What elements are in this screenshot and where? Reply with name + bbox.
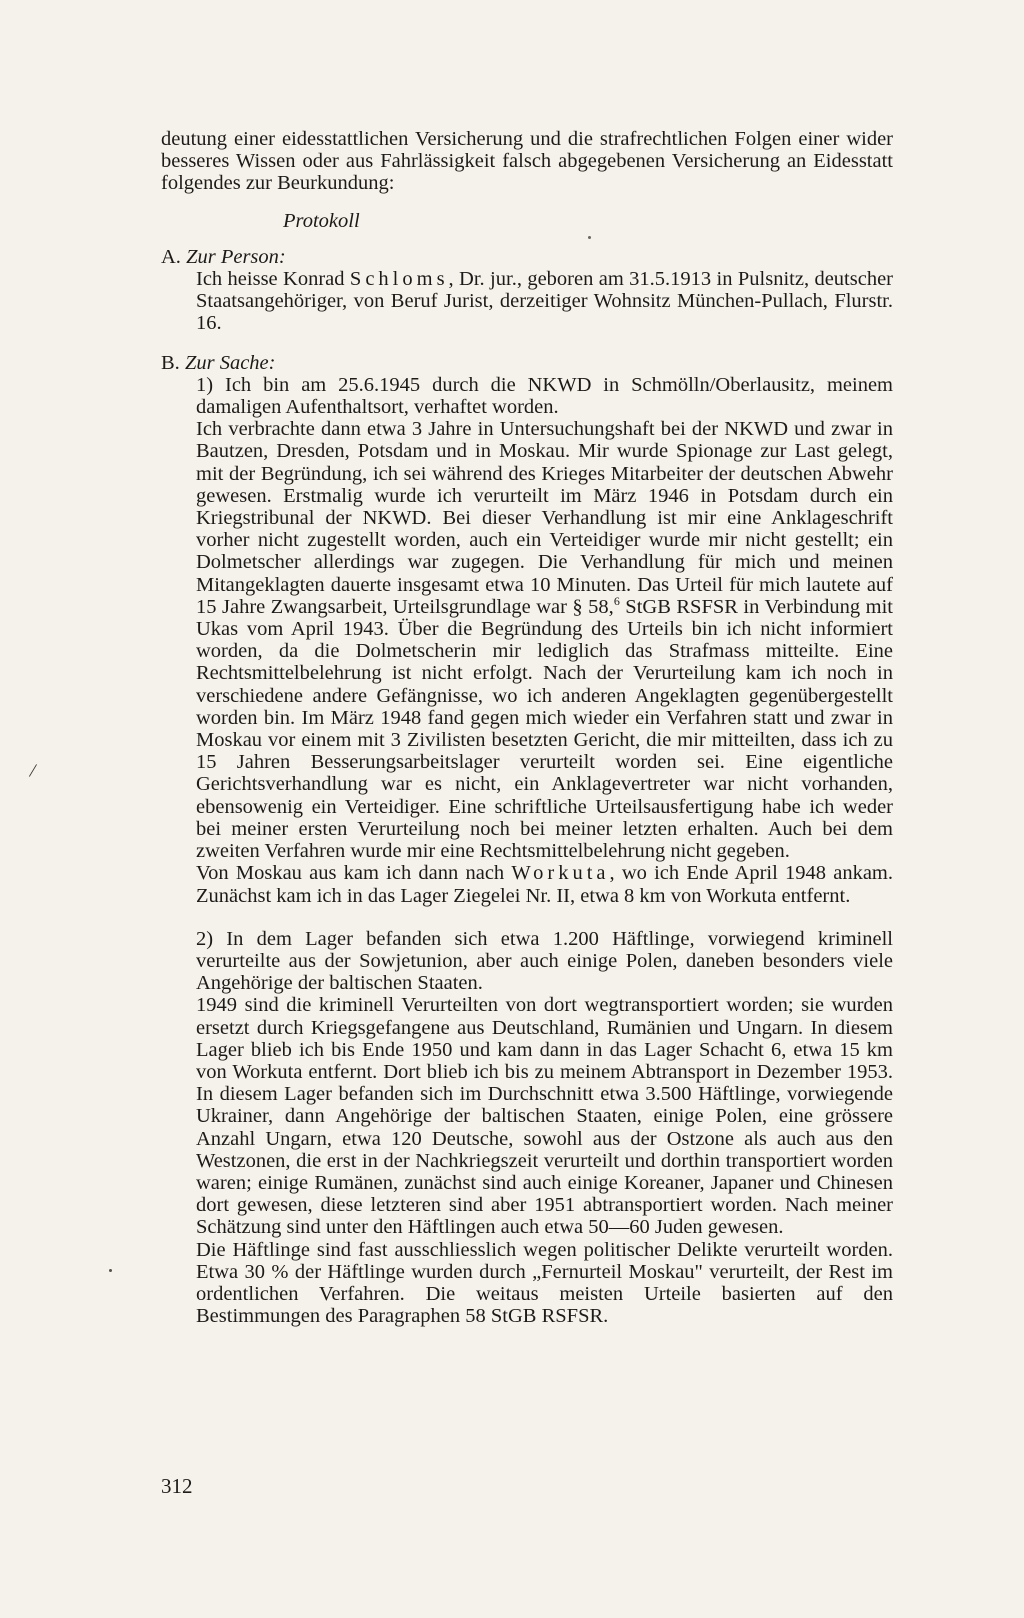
page-number: 312 xyxy=(161,1474,193,1498)
section-b-paragraph-3 xyxy=(196,862,893,906)
section-a-name: Schloms xyxy=(349,268,449,291)
speck-mark xyxy=(109,1269,112,1272)
section-b-title: Zur Sache: xyxy=(184,351,276,374)
margin-mark: / xyxy=(27,759,38,783)
section-a-letter: A. xyxy=(161,245,181,268)
section-b-paragraph-1: 1) Ich bin am 25.6.1945 durch die NKWD in Schmölln/Oberlausitz, meinem damaligen Aufenthaltsort, verhaftet worden. xyxy=(196,373,893,419)
footnote-marker: 6 xyxy=(613,594,620,609)
page-body xyxy=(161,128,893,1327)
section-a-text-pre: Ich heisse Konrad xyxy=(196,268,345,291)
section-b-paragraph-3-post: , wo ich Ende April 1948 ankam. Zunächst kam ich in das Lager Ziegelei Nr. II, etwa 8 km von Workuta entfernt. xyxy=(196,862,894,907)
section-b-paragraph-6: Die Häftlinge sind fast ausschliesslich wegen politischer Delikte verurteilt worden. Etwa 30 % der Häftlinge wurden durch „Fernurteil Moskau" verurteilt, der Rest im ordentlichen Verfahren. Die weitaus meisten Urteile basierten auf den Bestimmungen des Paragraphen 58 StGB RSFSR. xyxy=(196,1238,893,1328)
section-a-heading xyxy=(161,246,893,268)
section-a-text xyxy=(196,268,893,335)
section-b-paragraph-3-pre: Von Moskau aus kam ich dann nach xyxy=(196,862,505,885)
section-b-paragraph-4: 2) In dem Lager befanden sich etwa 1.200 Häftlinge, vorwiegend kriminell verurteilte aus der Sowjetunion, aber auch einige Polen, daneben besonders viele Angehörige der baltischen Staaten. xyxy=(196,927,893,995)
workuta-spaced: Workuta xyxy=(511,862,610,885)
section-a-title: Zur Person: xyxy=(186,245,286,268)
speck-mark xyxy=(588,236,591,239)
section-b-paragraph-2b: StGB RSFSR in Verbindung mit Ukas vom April 1943. Über die Begründung des Urteils bin ich nicht informiert worden, da die Dolmetscherin mir lediglich das Strafmass mitteilte. Eine Rechtsmittelbelehrung ist nicht erfolgt. Nach der Verurteilung kam ich noch in verschiedene andere Gefängnisse, wo ich anderen Angeklagten gegenübergestellt worden bin. Im März 1948 fand gegen mich wieder ein Verfahren statt und zwar in Moskau vor einem mit 3 Zivilisten besetzten Gericht, die mir mitteilten, dass ich zu 15 Jahren Besserungsarbeitslager verurteilt worden sei. Eine eigentliche Gerichtsverhandlung war es nicht, ein Anklagevertreter war nicht vorhanden, ebensowenig ein Verteidiger. Eine schriftliche Urteilsausfertigung habe ich weder bei meiner ersten Verurteilung noch bei meiner letzten erhalten. Auch bei dem zweiten Verfahren wurde mir eine Rechtsmittelbelehrung nicht gegeben. xyxy=(196,595,893,863)
section-b-heading xyxy=(161,352,893,374)
section-b-paragraph-2 xyxy=(196,418,893,862)
intro-paragraph: deutung einer eidesstattlichen Versicherung und die strafrechtlichen Folgen einer wider besseres Wissen oder aus Fahrlässigkeit falsch abgegebenen Versicherung an Eidesstatt folgendes zur Beurkundung: xyxy=(161,128,893,195)
section-b-paragraph-2a: Ich verbrachte dann etwa 3 Jahre in Untersuchungshaft bei der NKWD und zwar in Bautzen, Dresden, Potsdam und in Moskau. Mir wurde Spionage zur Last gelegt, mit der Begründung, ich sei während des Krieges Mitarbeiter der deutschen Abwehr gewesen. Erstmalig wurde ich verurteilt im März 1946 in Potsdam durch ein Kriegstribunal der NKWD. Bei dieser Verhandlung ist mir eine Anklageschrift vorher nicht zugestellt worden, auch ein Verteidiger wurde mir nicht gestellt; ein Dolmetscher allerdings war zugegen. Die Verhandlung für mich und meinen Mitangeklagten dauerte insgesamt etwa 10 Minuten. Das Urteil für mich lautete auf 15 Jahre Zwangsarbeit, Urteilsgrundlage war § 58, xyxy=(196,418,893,618)
section-a-text-post: , Dr. jur., geboren am 31.5.1913 in Pulsnitz, deutscher Staatsangehöriger, von Beruf Jurist, derzeitiger Wohnsitz München-Pullach, Flurstr. 16. xyxy=(196,268,893,335)
protokoll-heading: Protokoll xyxy=(283,209,360,232)
section-b-letter: B. xyxy=(161,351,180,374)
section-b-paragraph-5: 1949 sind die kriminell Verurteilten von dort wegtransportiert worden; sie wurden ersetzt durch Kriegsgefangene aus Deutschland, Rumänien und Ungarn. In diesem Lager blieb ich bis Ende 1950 und kam dann in das Lager Schacht 6, etwa 15 km von Workuta entfernt. Dort blieb ich bis zu meinem Abtransport in Dezember 1953. In diesem Lager befanden sich im Durchschnitt etwa 3.500 Häftlinge, vorwiegende Ukrainer, dann Angehörige der baltischen Staaten, einige Polen, eine grössere Anzahl Ungarn, etwa 120 Deutsche, sowohl aus der Ostzone als auch aus den Westzonen, die erst in der Nachkriegszeit verurteilt und dorthin transportiert worden waren; einige Rumänen, zunächst sind auch einige Koreaner, Japaner und Chinesen dort gewesen, diese letzteren sind aber 1951 abtransportiert worden. Nach meiner Schätzung sind unter den Häftlingen auch etwa 50—60 Juden gewesen. xyxy=(196,994,893,1239)
